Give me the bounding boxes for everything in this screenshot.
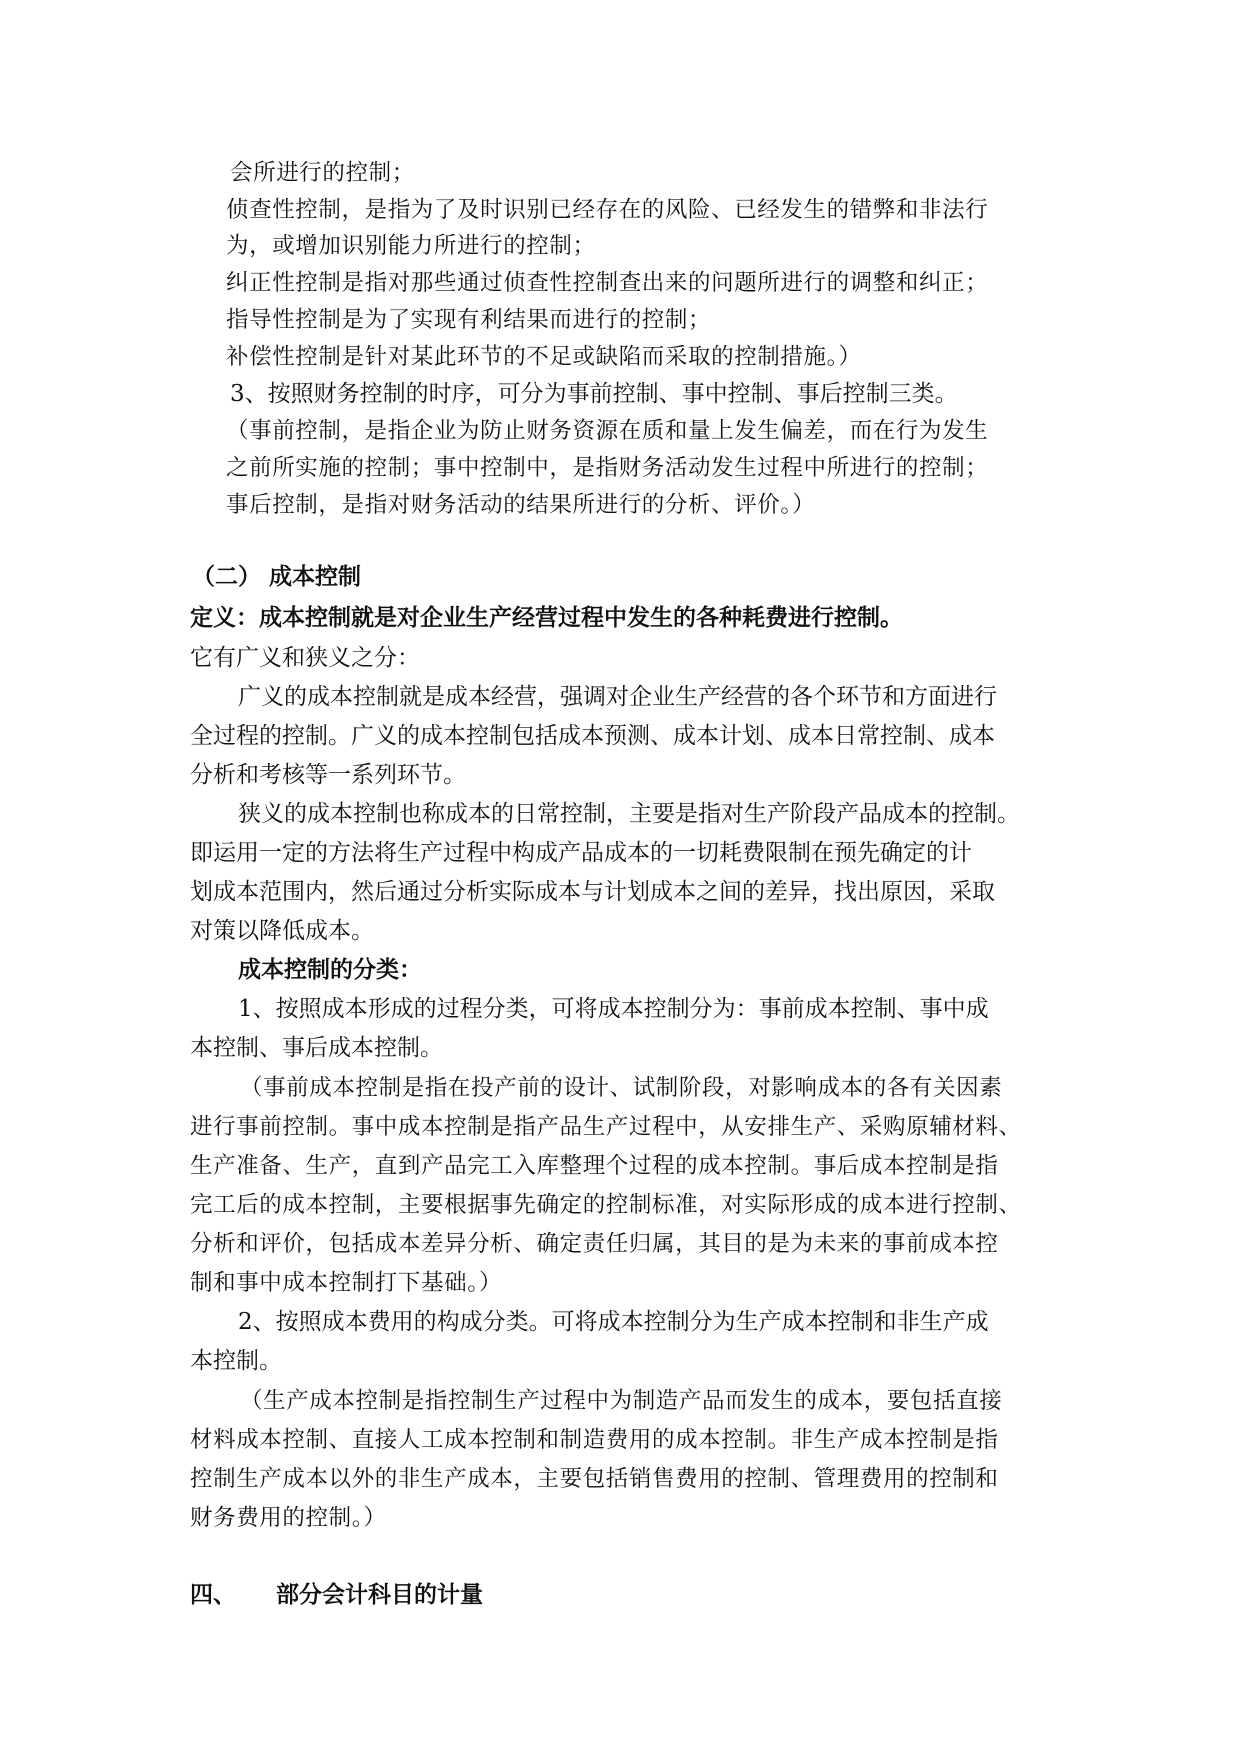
- class2-note-line: （生产成本控制是指控制生产过程中为制造产品而发生的成本，要包括直接: [240, 1388, 1003, 1414]
- paragraph-line: 1、按照成本形成的过程分类，可将成本控制分为：事前成本控制、事中成: [238, 996, 989, 1022]
- paragraph-line: 分析和考核等一系列环节。: [190, 762, 466, 788]
- section-number: 四、: [190, 1582, 236, 1608]
- paragraph-line: 广义的成本控制就是成本经营，强调对企业生产经营的各个环节和方面进行: [238, 684, 997, 710]
- continuation-line: 纠正性控制是指对那些通过侦查性控制查出来的问题所进行的调整和纠正；: [226, 270, 989, 296]
- paragraph-line: 本控制、事后成本控制。: [190, 1035, 443, 1061]
- continuation-line: 会所进行的控制；: [230, 160, 415, 186]
- section-heading: （二） 成本控制: [192, 564, 362, 590]
- item3-paragraph: 3、按照财务控制的时序，可分为事前控制、事中控制、事后控制三类。: [230, 381, 958, 407]
- paragraph-line: 2、按照成本费用的构成分类。可将成本控制分为生产成本控制和非生产成: [238, 1309, 989, 1335]
- paragraph-line: 狭义的成本控制也称成本的日常控制，主要是指对生产阶段产品成本的控制。: [238, 801, 1020, 827]
- class1-note-line: 分析和评价，包括成本差异分析、确定责任归属，其目的是为未来的事前成本控: [190, 1231, 999, 1257]
- paragraph-line: 即运用一定的方法将生产过程中构成产品成本的一切耗费限制在预先确定的计: [190, 840, 972, 866]
- item3-note-line: 之前所实施的控制；事中控制中，是指财务活动发生过程中所进行的控制；: [226, 455, 989, 481]
- class1-note-line: （事前成本控制是指在投产前的设计、试制阶段，对影响成本的各有关因素: [240, 1075, 1003, 1101]
- paragraph-line: 全过程的控制。广义的成本控制包括成本预测、成本计划、成本日常控制、成本: [190, 723, 995, 749]
- class1-note-line: 完工后的成本控制，主要根据事先确定的控制标准，对实际形成的成本进行控制、: [190, 1192, 1022, 1218]
- continuation-line: 指导性控制是为了实现有利结果而进行的控制；: [226, 307, 712, 333]
- class2-note-line: 材料成本控制、直接人工成本控制和制造费用的成本控制。非生产成本控制是指: [190, 1427, 999, 1453]
- definition-line: 定义：成本控制就是对企业生产经营过程中发生的各种耗费进行控制。: [190, 605, 903, 631]
- continuation-line: 为，或增加识别能力所进行的控制；: [226, 233, 596, 259]
- paragraph-line: 划成本范围内，然后通过分析实际成本与计划成本之间的差异，找出原因，采取: [190, 879, 995, 905]
- paragraph-line: 对策以降低成本。: [190, 918, 374, 944]
- continuation-line: 补偿性控制是针对某此环节的不足或缺陷而采取的控制措施。）: [226, 344, 862, 370]
- item3-note-line: （事前控制，是指企业为防止财务资源在质和量上发生偏差，而在行为发生: [226, 418, 989, 444]
- paragraph-line: 本控制。: [190, 1348, 282, 1374]
- continuation-line: 侦查性控制，是指为了及时识别已经存在的风险、已经发生的错弊和非法行: [226, 197, 989, 223]
- subsection-heading: 成本控制的分类：: [238, 957, 422, 983]
- item3-note-line: 事后控制，是指对财务活动的结果所进行的分析、评价。）: [226, 492, 816, 518]
- class1-note-line: 制和事中成本控制打下基础。）: [190, 1270, 503, 1296]
- paragraph-line: 它有广义和狭义之分：: [190, 645, 420, 671]
- section-heading: 部分会计科目的计量: [276, 1582, 483, 1608]
- class1-note-line: 生产准备、生产，直到产品完工入库整理个过程的成本控制。事后成本控制是指: [190, 1153, 999, 1179]
- class2-note-line: 财务费用的控制。）: [190, 1505, 387, 1531]
- class2-note-line: 控制生产成本以外的非生产成本，主要包括销售费用的控制、管理费用的控制和: [190, 1466, 999, 1492]
- class1-note-line: 进行事前控制。事中成本控制是指产品生产过程中，从安排生产、采购原辅材料、: [190, 1114, 1022, 1140]
